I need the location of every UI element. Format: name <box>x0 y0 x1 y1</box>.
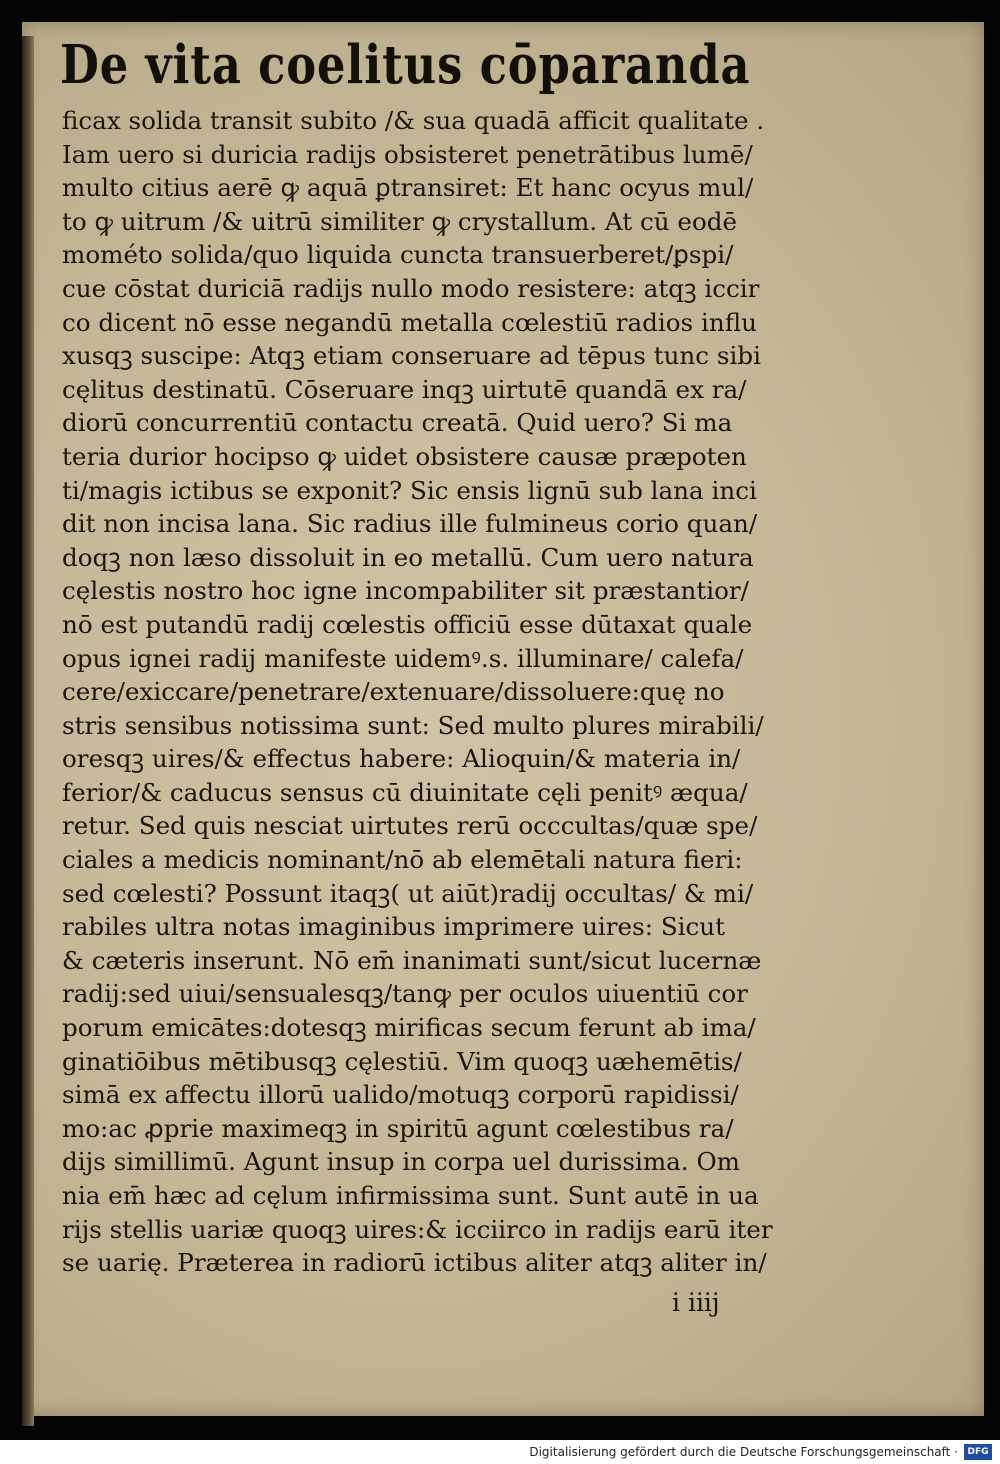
footer-bar <box>0 1440 1000 1464</box>
text-line: ti/magis ictibus se exponit? Sic ensis lignū sub lana inci <box>62 475 757 505</box>
dfg-logo-icon: DFG <box>964 1444 992 1460</box>
text-line: ferior/& caducus sensus cū diuinitate cęli penitꝰ æqua/ <box>62 777 748 807</box>
text-line: retur. Sed quis nesciat uirtutes rerū occcultas/quæ spe/ <box>62 811 758 841</box>
text-line: opus ignei radij manifeste uidemꝰ.s. illuminare/ calefa/ <box>62 643 744 673</box>
text-line: cęlestis nostro hoc igne incompabiliter sit præstantior/ <box>62 576 749 606</box>
text-line: nia em̄ hæc ad cęlum infirmissima sunt. Sunt autē in ua <box>62 1181 759 1210</box>
text-line: Iam uero si duricia radijs obsisteret penetrātibus lumē/ <box>62 139 753 169</box>
text-line: doqꝫ non læso dissoluit in eo metallū. Cum uero natura <box>62 542 754 572</box>
text-line: cęlitus destinatū. Cōseruare inqꝫ uirtutē quandā ex ra/ <box>62 374 747 404</box>
text-line: stris sensibus notissima sunt: Sed multo plures mirabili/ <box>62 710 764 740</box>
text-line: dit non incisa lana. Sic radius ille fulmineus corio quan/ <box>62 509 758 539</box>
text-line: sed cœlesti? Possunt itaqꝫ( ut aiūt)radij occultas/ & mi/ <box>62 878 754 908</box>
text-line: rijs stellis uariæ quoqꝫ uires:& icciirco in radijs earū iter <box>62 1214 773 1244</box>
text-line: & cæteris inserunt. Nō em̄ inanimati sunt/sicut lucernæ <box>62 945 762 975</box>
text-line: ficax solida transit subito /& sua quadā afficit qualitate . <box>62 106 765 135</box>
running-head: De vita coelitus cōparanda <box>60 34 751 96</box>
text-line: co dicent nō esse negandū metalla cœlestiū radios influ <box>62 307 757 337</box>
text-line: nō est putandū radij cœlestis officiū esse dūtaxat quale <box>62 609 753 639</box>
text-line: multo citius aerē ꝙ aquā ꝑtransiret: Et hanc ocyus mul/ <box>62 173 754 203</box>
text-line: ciales a medicis nominant/nō ab elemētali natura fieri: <box>62 845 743 875</box>
signature-mark: i iiij <box>672 1288 720 1317</box>
text-line: se uarię. Præterea in radiorū ictibus aliter atqꝫ aliter in/ <box>62 1248 767 1278</box>
text-line: oresqꝫ uires/& effectus habere: Alioquin/& materia in/ <box>62 744 741 774</box>
funding-credit: Digitalisierung gefördert durch die Deutsche Forschungsgemeinschaft · <box>529 1445 958 1459</box>
text-line: to ꝙ uitrum /& uitrū similiter ꝙ crystallum. At cū eodē <box>62 206 738 236</box>
text-line: cere/exiccare/penetrare/extenuare/dissoluere:quę no <box>62 677 725 707</box>
text-line: dijs simillimū. Agunt insup in corpa uel durissima. Om <box>62 1147 740 1177</box>
text-line: simā ex affectu illorū ualido/motuqꝫ corporū rapidissi/ <box>62 1080 739 1110</box>
text-line: mométo solida/quo liquida cuncta transuerberet/ꝑspi/ <box>62 240 734 270</box>
text-line: teria durior hocipso ꝙ uidet obsistere causæ præpoten <box>62 441 747 471</box>
text-line: porum emicātes:dotesqꝫ mirificas secum ferunt ab ima/ <box>62 1013 756 1043</box>
text-line: mo:ac ꝓprie maximeqꝫ in spiritū agunt cœlestibus ra/ <box>62 1113 734 1143</box>
text-line: radij:sed uiui/sensualesqꝫ/tanꝙ per oculos uiuentiū cor <box>62 979 748 1009</box>
text-line: diorū concurrentiū contactu creatā. Quid uero? Si ma <box>62 408 733 438</box>
body-text <box>62 104 792 1280</box>
text-line: ginatiōibus mētibusqꝫ cęlestiū. Vim quoqꝫ uæhemētis/ <box>62 1046 742 1076</box>
text-line: cue cōstat duriciā radijs nullo modo resistere: atqꝫ iccir <box>62 273 760 303</box>
text-line: xusqꝫ suscipe: Atqꝫ etiam conseruare ad tēpus tunc sibi <box>62 341 761 371</box>
text-line: rabiles ultra notas imaginibus imprimere uires: Sicut <box>62 912 726 942</box>
page-spine-edge <box>22 36 34 1426</box>
